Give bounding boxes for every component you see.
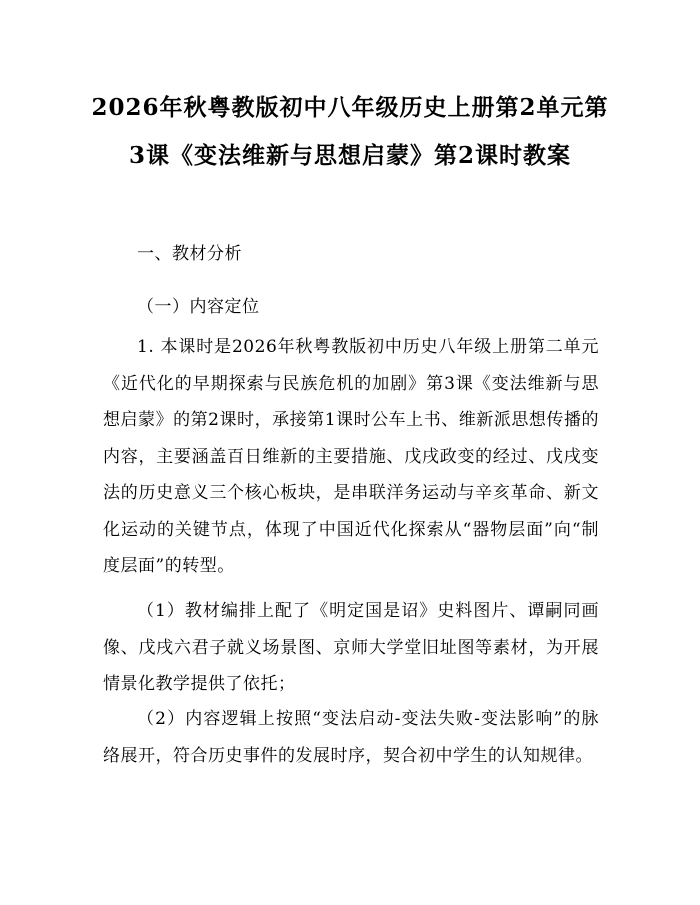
paragraph-content-logic: （2）内容逻辑上按照“变法启动-变法失败-变法影响”的脉络展开，符合历史事件的发展时序，契合初中学生的认知规律。 xyxy=(103,709,599,766)
paragraph-textbook-materials: （1）教材编排上配了《明定国是诏》史料图片、谭嗣同画像、戊戌六君子就义场景图、京师大学堂旧址图等素材，为开展情景化教学提供了依托； xyxy=(103,601,599,694)
document-title: 2026年秋粤教版初中八年级历史上册第2单元第3课《变法维新与思想启蒙》第2课时教案 xyxy=(91,94,609,169)
subsection-heading: （一）内容定位 xyxy=(137,297,260,317)
paragraph-content-positioning: 1. 本课时是2026年秋粤教版初中历史八年级上册第二单元《近代化的早期探索与民族危机的加剧》第3课《变法维新与思想启蒙》的第2课时，承接第1课时公车上书、维新派思想传播的内容，主要涵盖百日维新的主要措施、戊戌政变的经过、戊戌变法的历史意义三个核心板块，是串联洋务运动与辛亥革命、新文化运动的关键节点，体现了中国近代化探索从“器物层面”向“制度层面”的转型。 xyxy=(103,337,599,576)
section-heading: 一、教材分析 xyxy=(137,244,242,264)
